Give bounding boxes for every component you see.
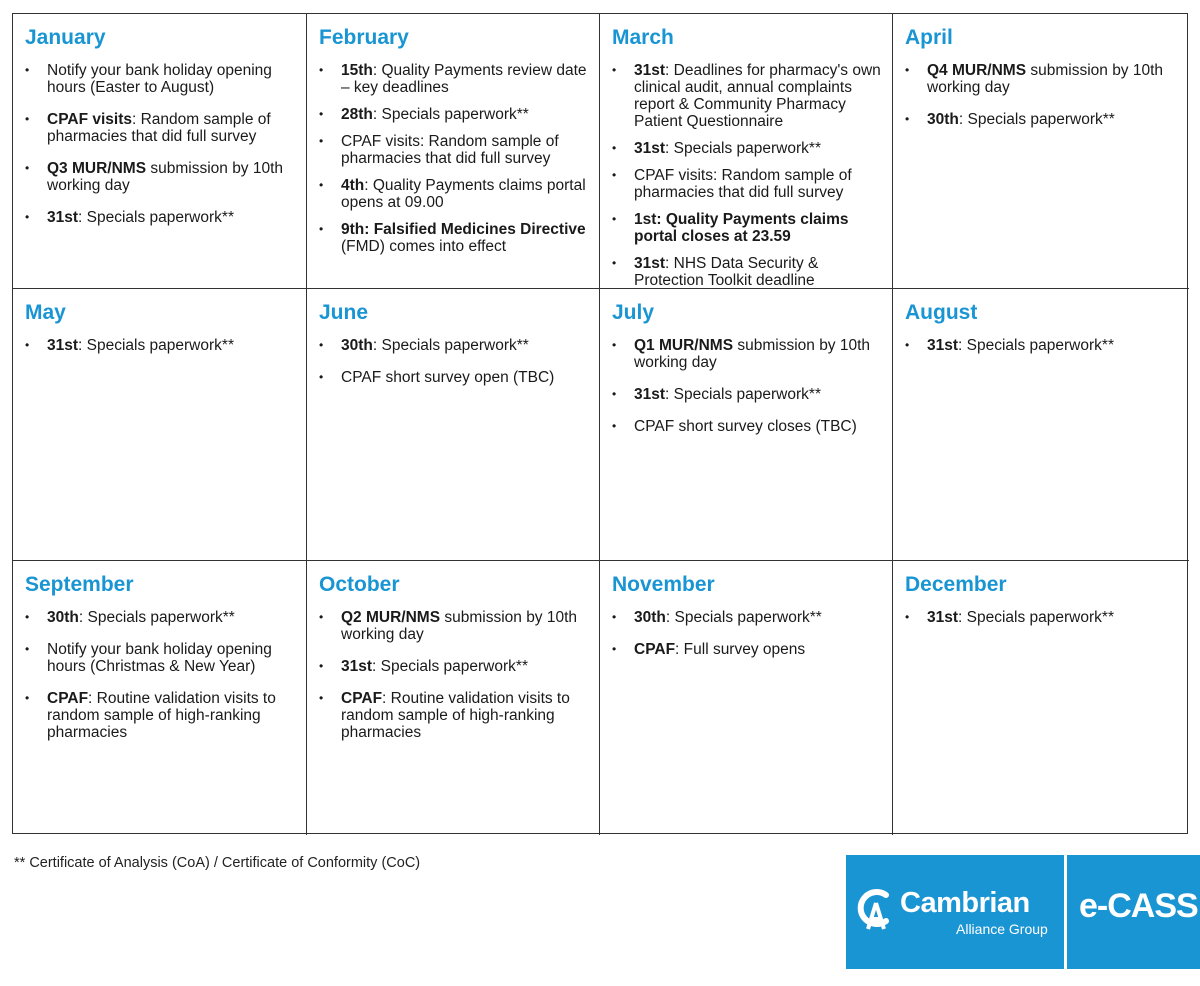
item-emphasis: 31st — [927, 337, 959, 354]
month-title: January — [25, 26, 106, 49]
logo-bar — [846, 855, 1200, 969]
month-item-list — [319, 609, 591, 741]
item-emphasis: 30th — [341, 337, 373, 354]
item-text: : Routine validation visits to random sample of high-ranking pharmacies — [47, 690, 276, 741]
item-text: : Specials paperwork** — [372, 106, 529, 123]
month-title: February — [319, 26, 409, 49]
item-text: : Specials paperwork** — [78, 337, 234, 354]
item-text: : Specials paperwork** — [665, 609, 822, 626]
list-item — [319, 690, 591, 741]
list-item — [612, 167, 884, 201]
item-text: : NHS Data Security & Protection Toolkit deadline — [634, 255, 819, 289]
item-emphasis: 30th — [634, 609, 666, 626]
item-text: submission by 10th working day — [341, 609, 578, 643]
item-text: : Quality Payments claims portal opens at 09.00 — [341, 177, 586, 211]
month-cell-june — [307, 289, 600, 561]
list-item — [25, 609, 298, 626]
item-text: Notify your bank holiday opening hours (Christmas & New Year) — [47, 641, 272, 675]
list-item — [319, 609, 591, 643]
item-text: Notify your bank holiday opening hours (Easter to August) — [47, 62, 272, 96]
item-emphasis: 15th — [341, 62, 373, 79]
list-item — [25, 690, 298, 741]
ecass-wordmark: e-CASS — [1079, 887, 1198, 925]
item-emphasis: CPAF — [47, 690, 89, 707]
list-item — [905, 609, 1181, 626]
list-item — [612, 609, 884, 626]
list-item — [319, 106, 591, 123]
list-item — [612, 337, 884, 371]
cambrian-logo — [846, 855, 1064, 969]
item-text: : Random sample of pharmacies that did full survey — [47, 111, 271, 145]
item-text: : Routine validation visits to random sample of high-ranking pharmacies — [341, 690, 570, 741]
item-text: : Specials paperwork** — [665, 140, 821, 157]
list-item — [319, 177, 591, 211]
month-cell-december — [893, 561, 1189, 835]
footnote: ** Certificate of Analysis (CoA) / Certificate of Conformity (CoC) — [14, 855, 421, 871]
list-item — [612, 386, 884, 403]
item-emphasis: 31st — [634, 386, 666, 403]
list-item — [319, 369, 591, 386]
month-title: August — [905, 301, 978, 324]
month-title: April — [905, 26, 953, 49]
list-item — [25, 641, 298, 675]
item-text: submission by 10th working day — [47, 160, 284, 194]
month-cell-july — [600, 289, 893, 561]
month-cell-august — [893, 289, 1189, 561]
item-emphasis: 31st — [47, 337, 79, 354]
list-item — [612, 418, 884, 435]
list-item — [905, 111, 1181, 128]
list-item — [319, 337, 591, 354]
item-emphasis: 1st: Quality Payments claims portal closes at 23.59 — [634, 211, 849, 245]
item-text: : Specials paperwork** — [665, 386, 821, 403]
item-emphasis: Q2 MUR/NMS — [341, 609, 441, 626]
item-text: submission by 10th working day — [634, 337, 871, 371]
month-item-list — [905, 609, 1181, 626]
item-text: : Specials paperwork** — [78, 209, 234, 226]
item-text: : Specials paperwork** — [958, 337, 1114, 354]
month-title: June — [319, 301, 369, 324]
item-text: : Deadlines for pharmacy's own clinical audit, annual complaints report & Community Pharmacy Patient Questionnaire — [634, 62, 881, 130]
month-item-list — [612, 609, 884, 658]
item-text: : Specials paperwork** — [78, 609, 235, 626]
list-item — [25, 337, 298, 354]
month-cell-april — [893, 14, 1189, 289]
item-text: CPAF short survey open (TBC) — [341, 369, 555, 386]
ecass-logo — [1067, 855, 1200, 969]
list-item — [25, 62, 298, 96]
item-emphasis: Q4 MUR/NMS — [927, 62, 1027, 79]
month-item-list — [25, 62, 298, 226]
list-item — [319, 221, 591, 255]
month-cell-september — [13, 561, 307, 835]
item-emphasis: 31st — [341, 658, 373, 675]
item-text: CPAF visits: Random sample of pharmacies that did full survey — [341, 133, 559, 167]
item-emphasis: 30th — [47, 609, 79, 626]
item-text: (FMD) comes into effect — [341, 238, 507, 255]
list-item — [25, 209, 298, 226]
list-item — [612, 255, 884, 289]
month-cell-march — [600, 14, 893, 289]
item-text: : Specials paperwork** — [372, 658, 528, 675]
month-cell-january — [13, 14, 307, 289]
month-item-list — [25, 337, 298, 354]
month-item-list — [25, 609, 298, 741]
item-emphasis: 31st — [634, 140, 666, 157]
month-title: October — [319, 573, 400, 596]
item-emphasis: Q1 MUR/NMS — [634, 337, 734, 354]
month-title: July — [612, 301, 655, 324]
list-item — [905, 62, 1181, 96]
item-text: : Quality Payments review date – key deadlines — [341, 62, 587, 96]
month-item-list — [612, 62, 884, 289]
month-item-list — [905, 62, 1181, 128]
month-title: September — [25, 573, 134, 596]
item-emphasis: 31st — [927, 609, 959, 626]
month-title: March — [612, 26, 674, 49]
calendar-grid — [12, 13, 1188, 834]
month-cell-may — [13, 289, 307, 561]
month-title: November — [612, 573, 715, 596]
month-item-list — [319, 62, 591, 255]
item-emphasis: CPAF — [341, 690, 383, 707]
list-item — [612, 211, 884, 245]
month-item-list — [319, 337, 591, 386]
month-cell-february — [307, 14, 600, 289]
list-item — [319, 133, 591, 167]
list-item — [905, 337, 1181, 354]
month-title: December — [905, 573, 1007, 596]
item-text: CPAF short survey closes (TBC) — [634, 418, 857, 435]
item-text: : Specials paperwork** — [372, 337, 529, 354]
brand-subtitle: Alliance Group — [956, 921, 1048, 937]
item-text: CPAF visits: Random sample of pharmacies that did full survey — [634, 167, 852, 201]
month-title: May — [25, 301, 66, 324]
list-item — [612, 62, 884, 130]
list-item — [319, 658, 591, 675]
list-item — [612, 641, 884, 658]
item-text: : Full survey opens — [675, 641, 806, 658]
month-item-list — [905, 337, 1181, 354]
item-text: submission by 10th working day — [927, 62, 1164, 96]
list-item — [319, 62, 591, 96]
brand-name: Cambrian — [900, 887, 1030, 919]
item-text: : Specials paperwork** — [958, 111, 1115, 128]
item-emphasis: CPAF visits — [47, 111, 132, 128]
list-item — [612, 140, 884, 157]
item-emphasis: 4th — [341, 177, 365, 194]
item-emphasis: 28th — [341, 106, 373, 123]
item-emphasis: 9th: Falsified Medicines Directive — [341, 221, 586, 238]
month-item-list — [612, 337, 884, 435]
item-emphasis: CPAF — [634, 641, 676, 658]
item-emphasis: Q3 MUR/NMS — [47, 160, 147, 177]
list-item — [25, 111, 298, 145]
month-cell-november — [600, 561, 893, 835]
item-emphasis: 31st — [47, 209, 79, 226]
item-emphasis: 31st — [634, 62, 666, 79]
list-item — [25, 160, 298, 194]
month-cell-october — [307, 561, 600, 835]
item-emphasis: 30th — [927, 111, 959, 128]
item-text: : Specials paperwork** — [958, 609, 1114, 626]
cambrian-mark-icon — [856, 885, 896, 937]
item-emphasis: 31st — [634, 255, 666, 272]
